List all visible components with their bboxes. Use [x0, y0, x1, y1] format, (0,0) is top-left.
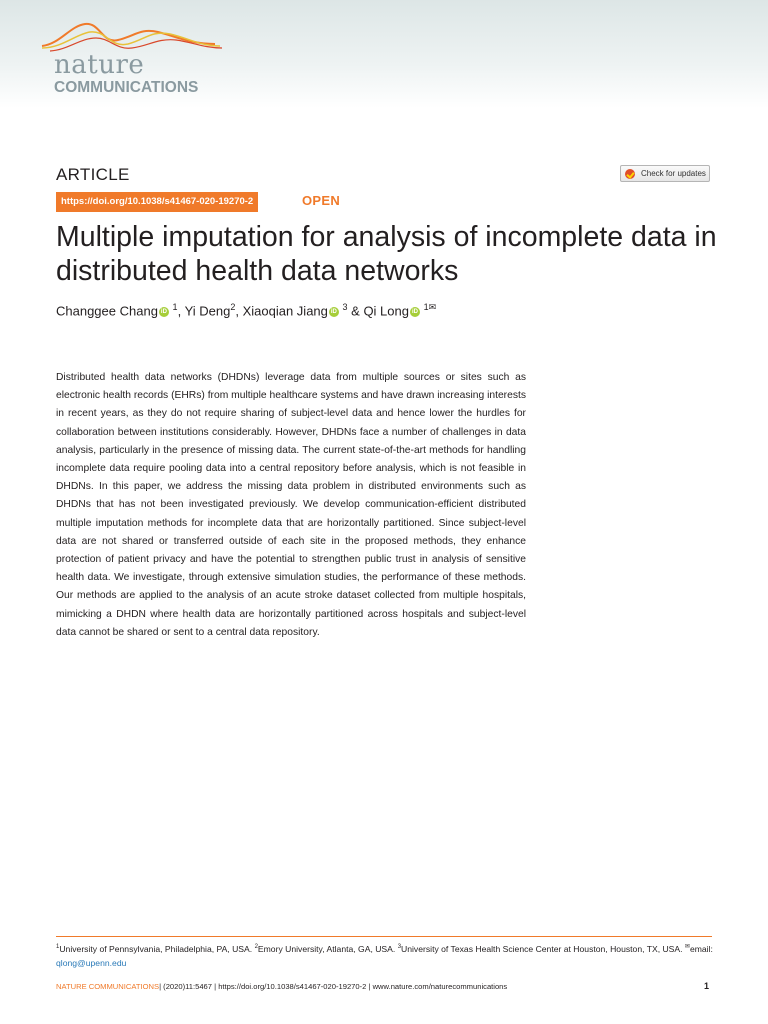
article-title: Multiple imputation for analysis of incomplete data in distributed health data networks [56, 221, 717, 287]
author-affiliation-marker: 2 [230, 302, 236, 312]
author-name[interactable]: Qi Long [363, 303, 409, 319]
abstract: Distributed health data networks (DHDNs) leverage data from multiple sources or sites such as electronic health records (EHRs) from multiple healthcare systems and have drawn increasing interests in recent years, as they do not require sharing of subject-level data and hence lower the hurdles for collaboration between institutions considerably. However, DHDNs face a number of challenges in data analysis, particularly in the presence of missing data. The current state-of-the-art methods for handling incomplete data require pooling data into a central repository before analysis, which is not feasible in DHDNs. In this paper, we address the missing data problem in distributed environments such as DHDNs that has not been investigated previously. We develop communication-efficient distributed multiple imputation methods for incomplete data that are horizontally partitioned. Since subject-level data are not shared or transferred outside of each site in the proposed methods, they enhance protection of patient privacy and have the potential to strengthen public trust in analysis of sensitive health data. We investigate, through extensive simulation studies, the performance of these methods. Our methods are applied to the analysis of an acute stroke dataset collected from multiple hospitals, mimicking a DHDN where health data are horizontally partitioned across hospitals and subject-level data cannot be shared or sent to a central data repository. [56, 372, 526, 638]
affiliation-text: University of Texas Health Science Center at Houston, Houston, TX, USA. [401, 943, 685, 954]
email-label: email: [689, 943, 713, 954]
doi-link[interactable]: https://doi.org/10.1038/s41467-020-19270-2 [56, 192, 258, 212]
author-separator: , [235, 303, 243, 319]
footnote-divider [56, 936, 712, 937]
affiliation-marker: 3 [397, 944, 402, 950]
author-name[interactable]: Xiaoqian Jiang [242, 303, 328, 319]
orcid-icon[interactable]: iD [160, 308, 167, 315]
author-name[interactable]: Changgee Chang [56, 303, 158, 319]
author-separator: & [347, 303, 364, 319]
author-list [56, 302, 436, 318]
author-name[interactable]: Yi Deng [184, 303, 231, 319]
journal-banner [0, 0, 768, 108]
page-footer [56, 982, 507, 991]
orcid-icon[interactable]: iD [411, 308, 418, 315]
footer-journal-name: NATURE COMMUNICATIONS [56, 982, 160, 991]
open-access-label: OPEN [302, 193, 341, 208]
email-link[interactable]: qlong@upenn.edu [56, 957, 127, 968]
affiliation-text: Emory University, Atlanta, GA, USA. [257, 943, 398, 954]
journal-logo[interactable] [40, 18, 240, 98]
logo-communications-text: COMMUNICATIONS [54, 79, 199, 96]
author-separator: , [177, 303, 185, 319]
affiliations [56, 940, 716, 970]
affiliation-text: University of Pennsylvania, Philadelphia, PA, USA. [59, 943, 255, 954]
check-for-updates-label: Check for updates [641, 169, 706, 178]
affiliation-marker: 2 [254, 944, 258, 950]
author-affiliation-marker: 1✉ [423, 302, 437, 312]
email-envelope-icon: ✉ [684, 944, 690, 950]
footer-citation: | (2020)11:5467 | https://doi.org/10.1038/s41467-020-19270-2 | www.nature.com/naturecommunications [159, 982, 508, 991]
logo-nature-text: nature [54, 50, 145, 80]
check-updates-icon [625, 169, 635, 179]
affiliation-marker: 1 [56, 944, 60, 950]
orcid-icon[interactable]: iD [330, 308, 337, 315]
check-for-updates-button[interactable] [620, 165, 710, 182]
author-affiliation-marker: 1 [172, 302, 178, 312]
author-affiliation-marker: 3 [342, 302, 348, 312]
page-number: 1 [704, 981, 710, 991]
article-type-label: ARTICLE [56, 165, 130, 184]
